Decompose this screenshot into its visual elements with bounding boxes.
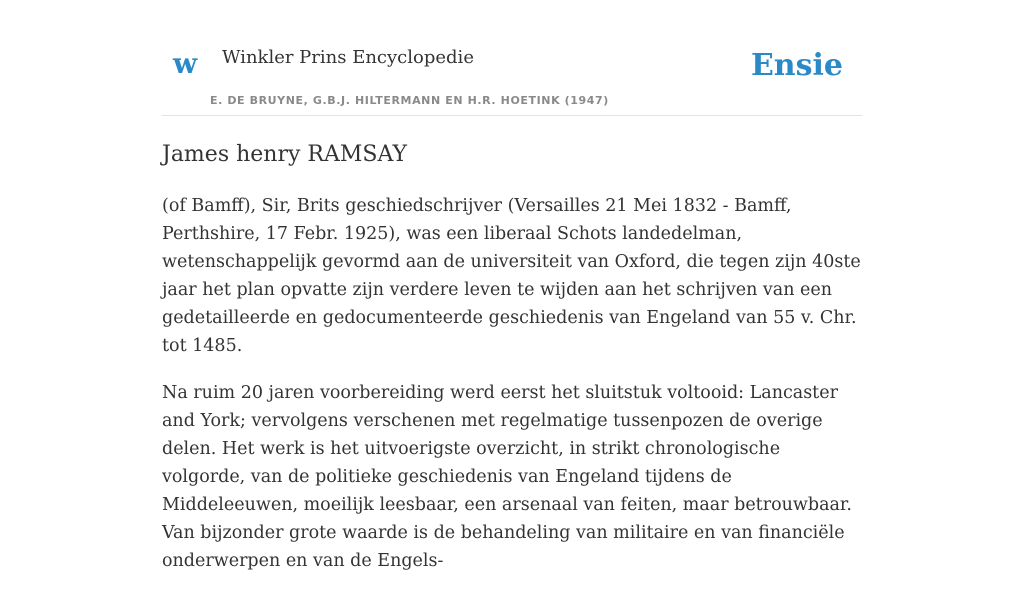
article-body	[162, 192, 862, 594]
article-paragraph: Na ruim 20 jaren voorbereiding werd eerst het sluitstuk voltooid: Lancaster and York; vervolgens verschenen met regelmatige tussenpozen de overige delen. Het werk is het uitvoerigste overzicht, in strikt chronologische volgorde, van de politieke geschiedenis van Engeland tijdens de Middeleeuwen, moeilijk leesbaar, een arsenaal van feiten, maar betrouwbaar. Van bijzonder grote waarde is de behandeling van militaire en van financiële onderwerpen en van de Engels-	[162, 383, 852, 571]
brand-logo[interactable]: Ensie	[750, 48, 843, 83]
logo-icon[interactable]: w	[173, 47, 198, 80]
article-paragraph: (of Bamff), Sir, Brits geschiedschrijver (Versailles 21 Mei 1832 - Bamff, Perthshire, 17 Febr. 1925), was een liberaal Schots landedelman, wetenschappelijk gevormd aan de universiteit van Oxford, die tegen zijn 40ste jaar het plan opvatte zijn verdere leven te wijden aan het schrijven van een gedetailleerde en gedocumenteerde geschiedenis van Engeland van 55 v. Chr. tot 1485.	[162, 196, 861, 356]
page	[162, 0, 862, 571]
publication-title[interactable]: Winkler Prins Encyclopedie	[222, 47, 474, 68]
publication-authors: E. DE BRUYNE, G.B.J. HILTERMANN EN H.R. HOETINK (1947)	[210, 94, 609, 107]
article-title: James henry RAMSAY	[162, 142, 407, 167]
site-header	[162, 0, 862, 116]
